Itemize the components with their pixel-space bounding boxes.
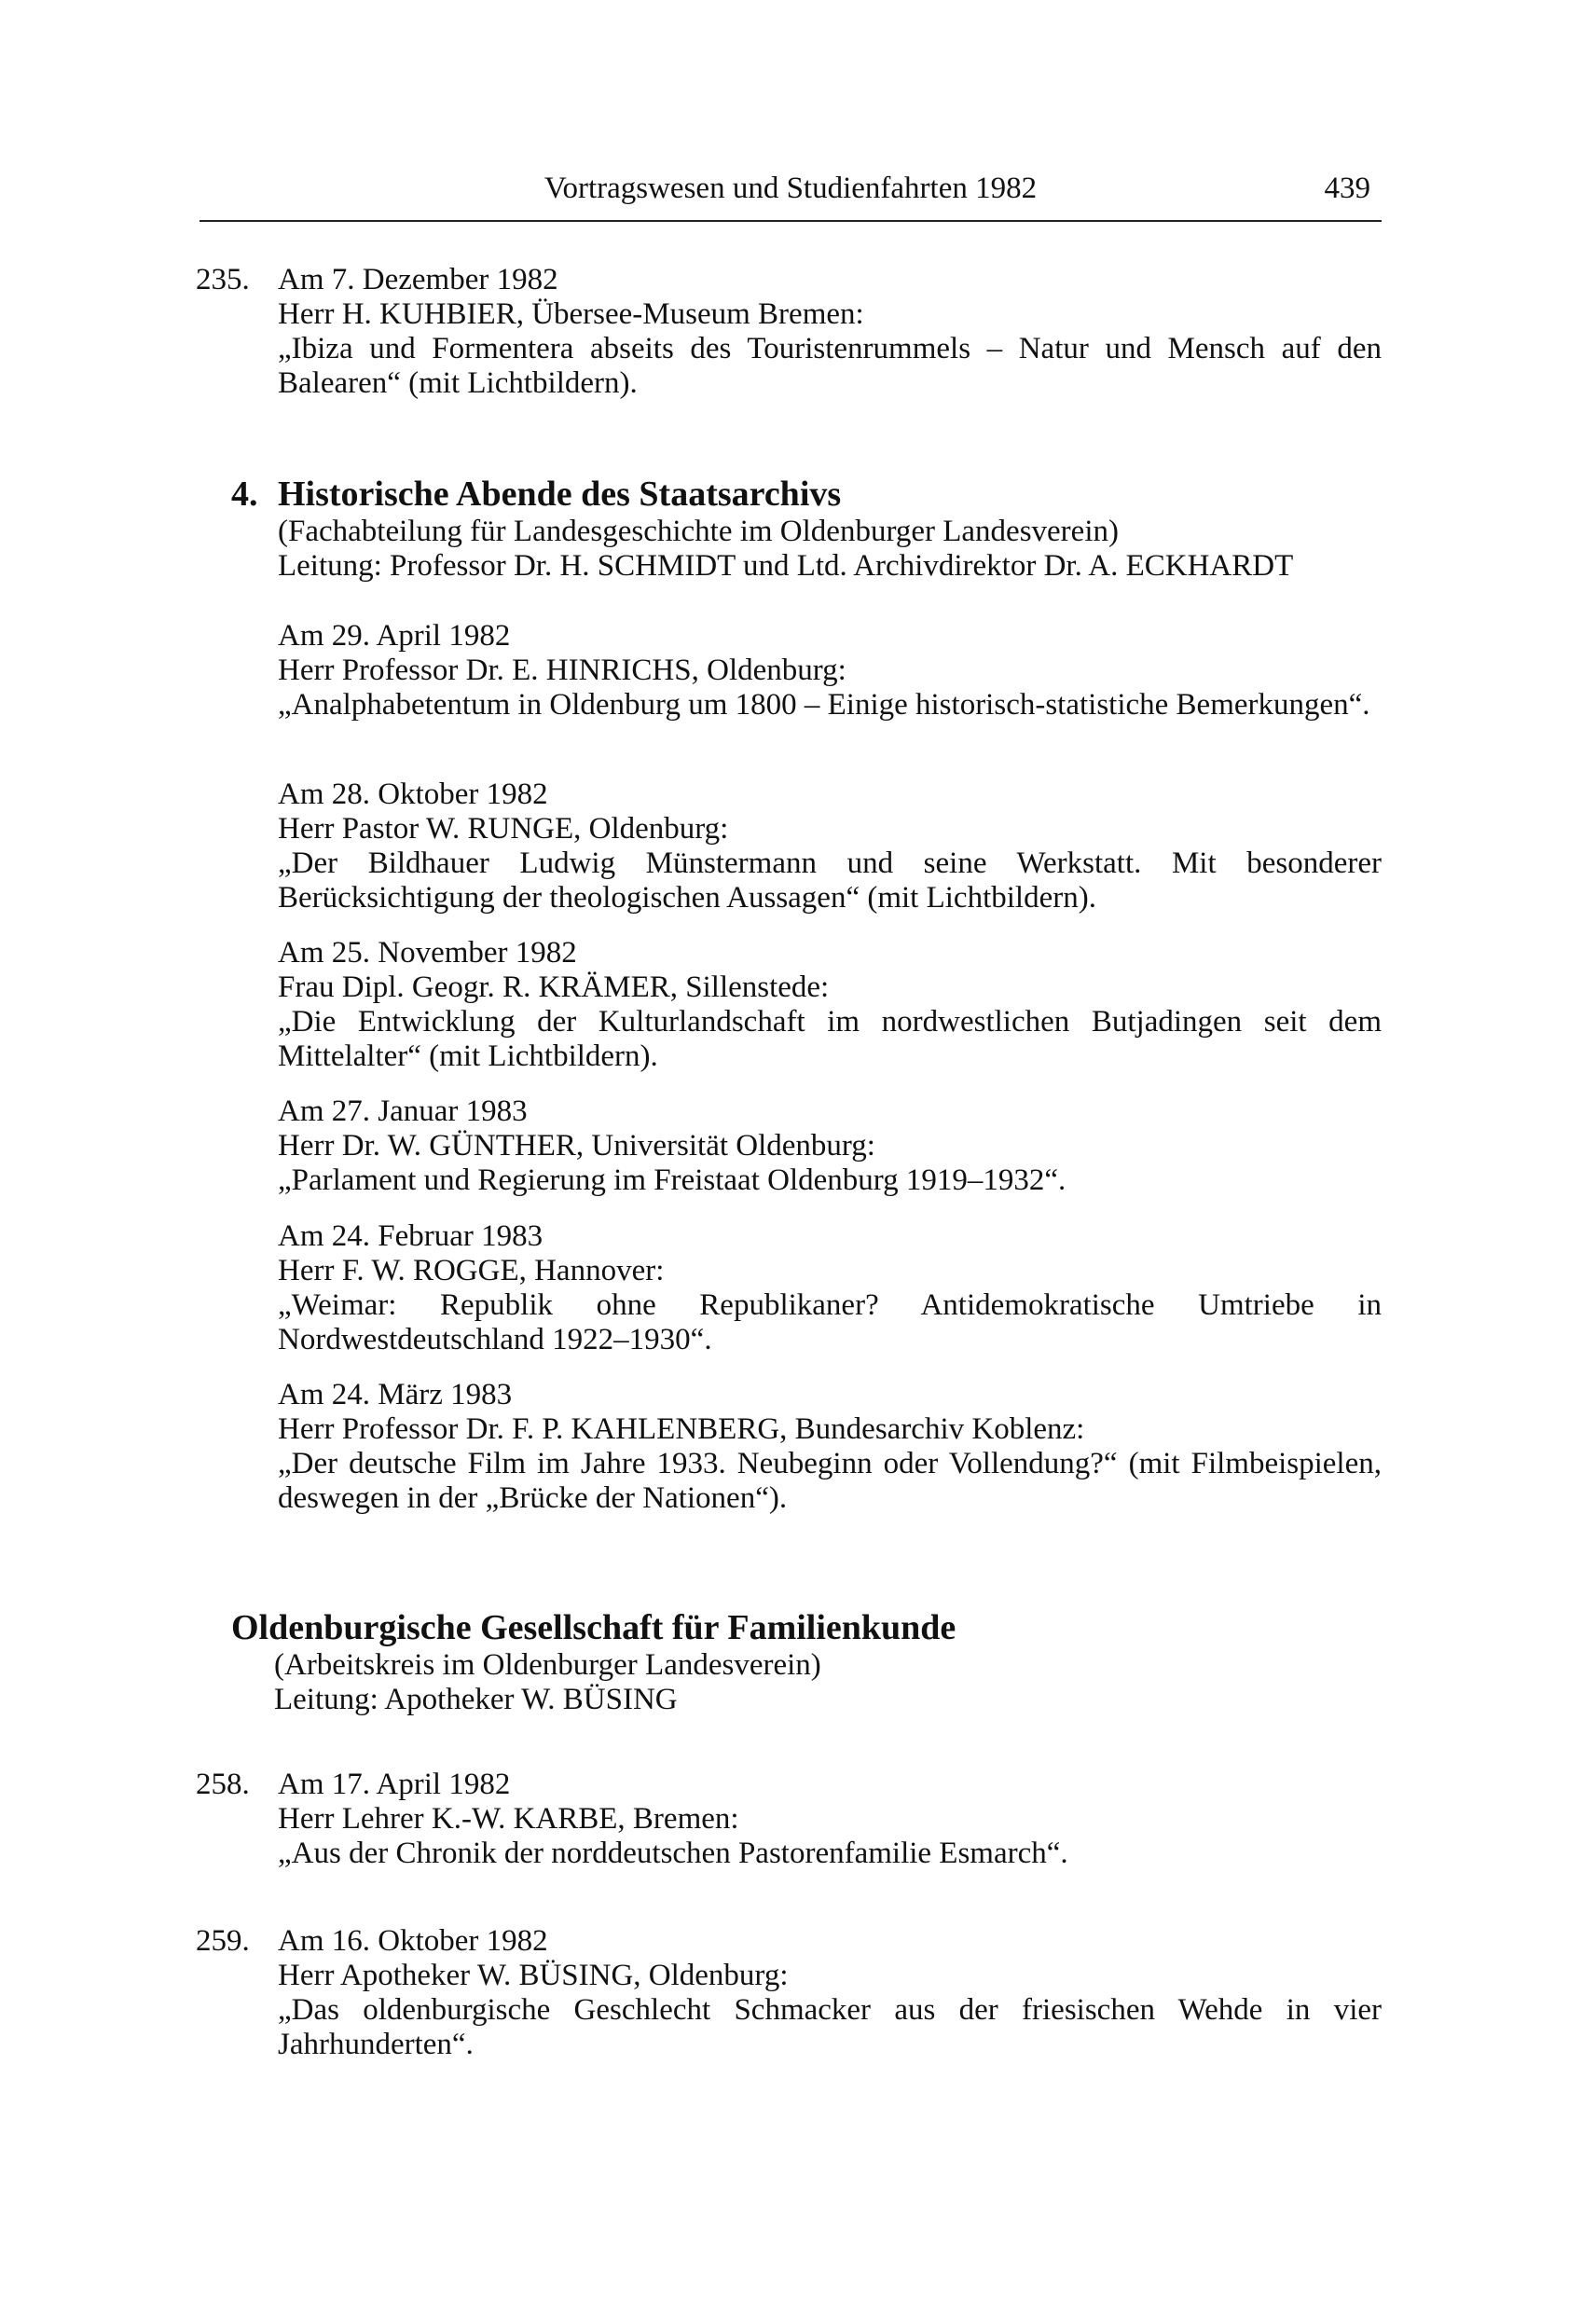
meeting-speaker: Herr F. W. ROGGE, Hannover:	[278, 1254, 665, 1287]
lecture-entry-235	[196, 263, 1382, 401]
meeting-speaker: Herr Dr. W. GÜNTHER, Universität Oldenburg:	[278, 1129, 875, 1163]
entry-number: 259.	[196, 1924, 250, 1958]
society-subtitle: (Arbeitskreis im Oldenburger Landesverein)	[274, 1648, 821, 1682]
entry-number: 235.	[196, 263, 250, 296]
meeting-date: Am 24. März 1983	[278, 1378, 513, 1411]
section-leader: Leitung: Professor Dr. H. SCHMIDT und Ltd. Archivdirektor Dr. A. ECKHARDT	[278, 549, 1294, 583]
meeting-date: Am 29. April 1982	[278, 619, 511, 653]
meeting-6	[278, 1378, 1382, 1516]
running-header	[200, 170, 1382, 222]
society-heading	[231, 1607, 1387, 1717]
meeting-speaker: Herr Professor Dr. E. HINRICHS, Oldenburg:	[278, 654, 846, 687]
meeting-talk-title: „Die Entwicklung der Kulturlandschaft im nordwestlichen Butjadingen seit dem Mittelalter“ (mit Lichtbildern).	[278, 1005, 1382, 1073]
meeting-talk-title: „Weimar: Republik ohne Republikaner? Antidemokratische Umtriebe in Nordwestdeutschland 1922–1930“.	[278, 1288, 1382, 1356]
meeting-talk-title: „Der deutsche Film im Jahre 1933. Neubeginn oder Vollendung?“ (mit Filmbeispielen, deswegen in der „Brücke der Nationen“).	[278, 1447, 1382, 1515]
entry-talk-title: „Aus der Chronik der norddeutschen Pastorenfamilie Esmarch“.	[278, 1837, 1068, 1870]
meeting-4	[278, 1094, 1382, 1198]
lecture-entry-258	[196, 1768, 1382, 1871]
entry-speaker: Herr Lehrer K.-W. KARBE, Bremen:	[278, 1802, 739, 1836]
entry-date: Am 17. April 1982	[278, 1768, 511, 1801]
meeting-date: Am 28. Oktober 1982	[278, 778, 548, 811]
meeting-2	[278, 778, 1382, 915]
entry-speaker: Herr H. KUHBIER, Übersee-Museum Bremen:	[278, 297, 864, 331]
entry-speaker: Herr Apotheker W. BÜSING, Oldenburg:	[278, 1959, 789, 1992]
lecture-entry-259	[196, 1924, 1382, 2062]
section-title	[231, 474, 1387, 515]
meeting-talk-title: „Analphabetentum in Oldenburg um 1800 – Einige historisch-statistiche Bemerkungen“.	[278, 688, 1370, 722]
meeting-1	[278, 619, 1382, 722]
entry-date: Am 16. Oktober 1982	[278, 1924, 548, 1958]
meeting-date: Am 25. November 1982	[278, 936, 577, 970]
section-subtitle: (Fachabteilung für Landesgeschichte im Oldenburger Landesverein)	[278, 515, 1119, 548]
meeting-speaker: Frau Dipl. Geogr. R. KRÄMER, Sillenstede:	[278, 970, 830, 1004]
meeting-talk-title: „Parlament und Regierung im Freistaat Oldenburg 1919–1932“.	[278, 1163, 1066, 1197]
society-title: Oldenburgische Gesellschaft für Familienkunde	[231, 1608, 956, 1647]
meeting-3	[278, 936, 1382, 1074]
page-number: 439	[1324, 172, 1370, 205]
meeting-speaker: Herr Professor Dr. F. P. KAHLENBERG, Bundesarchiv Koblenz:	[278, 1412, 1085, 1446]
section-number: 4.	[231, 475, 258, 514]
meeting-date: Am 27. Januar 1983	[278, 1094, 528, 1128]
meeting-date: Am 24. Februar 1983	[278, 1219, 543, 1253]
entry-talk-title: „Ibiza und Formentera abseits des Touristenrummels – Natur und Mensch auf den Balearen“ (mit Lichtbildern).	[278, 332, 1382, 400]
entry-date: Am 7. Dezember 1982	[278, 263, 558, 296]
section-title-text: Historische Abende des Staatsarchivs	[278, 475, 842, 514]
entry-talk-title: „Das oldenburgische Geschlecht Schmacker aus der friesischen Wehde in vier Jahrhunderten“.	[278, 1993, 1382, 2061]
section-historische-abende	[231, 474, 1387, 584]
entry-number: 258.	[196, 1768, 250, 1801]
meeting-5	[278, 1219, 1382, 1357]
meeting-speaker: Herr Pastor W. RUNGE, Oldenburg:	[278, 812, 729, 846]
running-title: Vortragswesen und Studienfahrten 1982	[543, 172, 1038, 205]
meeting-talk-title: „Der Bildhauer Ludwig Münstermann und seine Werkstatt. Mit besonderer Berücksichtigung der theologischen Aussagen“ (mit Lichtbildern).	[278, 846, 1382, 915]
society-leader: Leitung: Apotheker W. BÜSING	[274, 1683, 678, 1716]
